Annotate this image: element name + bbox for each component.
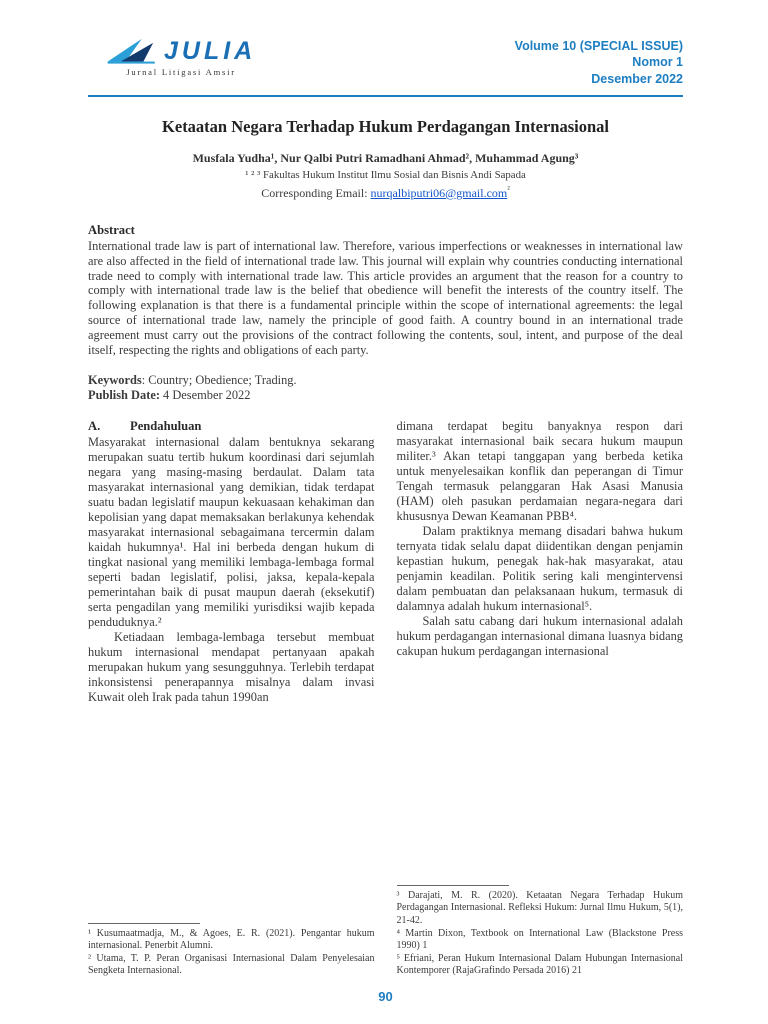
abstract-body: International trade law is part of international law. Therefore, various imperfections or weaknesses in international law are also affected in the field of international trade law. This journal will explain why countries conducting international trade need to comply with international trade law. This article provides an argument that the reason for a country to comply with international trade law is the belief that obedience will benefit the interests of the country itself. The following explanation is that there is a fundamental principle within the scope of international agreements: the legal source of international trade law, namely the principle of good faith. A country bound in an international trade agreement must carry out the provisions of the contract following the contents, soul, intent, and purpose of the deal itself, respecting the rights and obligations of each party. (88, 238, 683, 357)
paragraph: Salah satu cabang dari hukum internasional adalah hukum perdagangan internasional dimana luasnya bidang cakupan hukum perdagangan internasional (396, 613, 683, 658)
paragraph: Dalam praktiknya memang disadari bahwa hukum ternyata tidak selalu dapat diidentikan dengan penjamin kepastian hukum, penegak hak-hak masyarakat, atau penjamin keadilan. Politik sering kali mengintervensi dalam pembuatan dan pelaksanaan hukum, termasuk di dalamnya adalah hukum internasional⁵. (396, 523, 683, 613)
paragraph: Ketiadaan lembaga-lembaga tersebut membuat hukum internasional mendapat pertanyaan apakah merupakan hukum yang sesungguhnya. Terlebih terdapat inkonsistensi penerapannya misalnya dalam invasi Kuwait oleh Irak pada tahun 1990an (88, 629, 375, 704)
journal-header (88, 36, 683, 97)
paragraph: dimana terdapat begitu banyaknya respon dari masyarakat internasional baik secara hukum maupun militer.³ Akan tetapi tanggapan yang berbeda ketika untuk menyelesaikan konflik dan peperangan di Timur Tengah termasuk pelanggaran Hak Asasi Manusia (HAM) oleh pasukan perdamaian negara-negara dari khususnya Dewan Keamanan PBB⁴. (396, 418, 683, 523)
affiliation-line: ¹ ² ³ Fakultas Hukum Institut Ilmu Sosial dan Bisnis Andi Sapada (245, 168, 526, 181)
footnote: ⁴ Martin Dixon, Textbook on International Law (Blackstone Press 1990) 1 (396, 927, 683, 952)
footnotes-right (397, 879, 684, 978)
article-columns (88, 419, 683, 978)
issue-number: Nomor 1 (632, 55, 683, 70)
publish-line (88, 388, 683, 403)
issue-info (515, 36, 683, 87)
footnote-separator (88, 923, 200, 924)
email-line (88, 184, 683, 201)
keywords-label: Keywords (88, 372, 142, 387)
keywords-line (88, 373, 683, 388)
footnote-separator (397, 885, 509, 886)
page-number: 90 (378, 989, 393, 1004)
authors-line: Musfala Yudha¹, Nur Qalbi Putri Ramadhani Ahmad², Muhammad Agung³ (192, 150, 579, 165)
journal-logo (88, 36, 256, 77)
footnote: ¹ Kusumaatmadja, M., & Agoes, E. R. (2021). Pengantar hukum internasional. Penerbit Alumni. (88, 927, 375, 952)
column-left (88, 419, 375, 978)
section-number: A. (88, 418, 101, 433)
footnotes-left (88, 917, 375, 978)
email-label: Corresponding Email: (261, 185, 371, 200)
issue-date: Desember 2022 (591, 71, 683, 86)
paragraph: Masyarakat internasional dalam bentuknya sekarang merupakan suatu tertib hukum koordinasi dari sejumlah negara yang masing-masing berdaulat. Dalam tata masyarakat internasional yang demikian, tidak terdapat suatu badan legislatif maupun kekuasaan kehakiman dan kepolisian yang dapat memaksakan berlakunya kehendak masyarakat internasional sebagaimana tercermin dalam kaidah hukumnya¹. Hal ini berbeda dengan hukum di tingkat nasional yang memiliki lembaga-lembaga formal seperti badan legislatif, polisi, jaksa, kepala-kepala pemerintahan baik di pusat maupun daerah (eksekutif) serta pengadilan yang memiliki yurisdiksi wajib kepada penduduknya.² (88, 434, 375, 629)
email-link[interactable]: nurqalbiputri06@gmail.com (370, 185, 508, 200)
footnote: ⁵ Efriani, Peran Hukum Internasional Dalam Hubungan Internasional Kontemporer (RajaGrafindo Persada 2016) 21 (396, 952, 683, 977)
logo-row (106, 36, 256, 66)
column-right (397, 419, 684, 978)
logo-swoosh-icon (106, 36, 158, 66)
page-footer (88, 988, 683, 1006)
article-title: Ketaatan Negara Terhadap Hukum Perdagangan Internasional (162, 116, 609, 136)
footnote: ³ Darajati, M. R. (2020). Ketaatan Negara Terhadap Hukum Perdagangan Internasional. Refleksi Hukum: Jurnal Ilmu Hukum, 5(1), 21-42. (396, 889, 683, 927)
footnote: ² Utama, T. P. Peran Organisasi Internasional Dalam Penyelesaian Sengketa Internasional. (88, 952, 375, 977)
logo-title: JULIA (164, 36, 257, 65)
email-superscript: ² (507, 183, 510, 194)
section-title: Pendahuluan (130, 418, 202, 433)
keywords-value: : Country; Obedience; Trading. (141, 372, 297, 387)
section-heading (88, 419, 375, 434)
publish-label: Publish Date: (88, 387, 160, 402)
abstract-heading: Abstract (88, 222, 135, 237)
logo-subtitle: Jurnal Litigasi Amsir (126, 67, 236, 77)
issue-volume: Volume 10 (SPECIAL ISSUE) (514, 39, 683, 53)
publish-value: 4 Desember 2022 (159, 387, 251, 402)
